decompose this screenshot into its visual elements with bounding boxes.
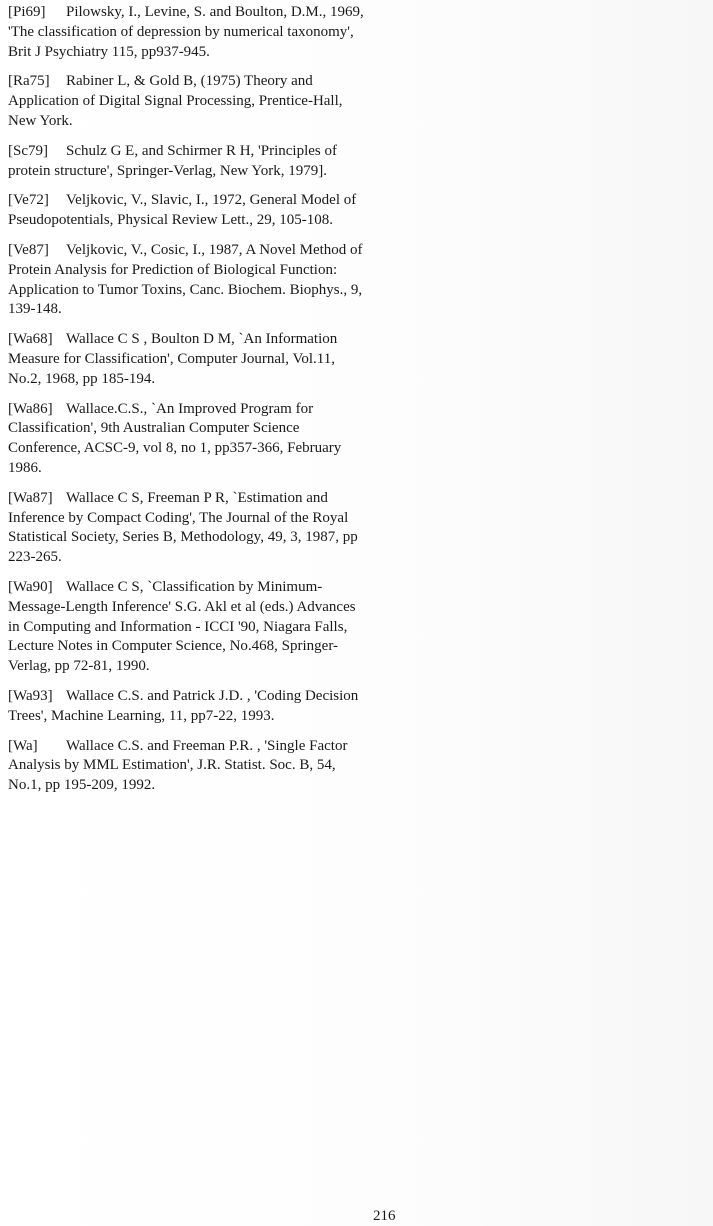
reference-key: [Ve87] bbox=[8, 241, 49, 258]
reference-text: Pilowsky, I., Levine, S. and Boulton, D.M., 1969, 'The classification of depression by numerical taxonomy', Brit J Psychiatry 115, pp937-945. bbox=[8, 4, 364, 60]
reference-text: Veljkovic, V., Slavic, I., 1972, General Model of Pseudopotentials, Physical Review Lett., 29, 105-108. bbox=[8, 192, 357, 229]
reference-entry bbox=[8, 72, 370, 131]
reference-text: Rabiner L, & Gold B, (1975) Theory and Application of Digital Signal Processing, Prentice-Hall, New York. bbox=[8, 73, 343, 129]
reference-key: [Sc79] bbox=[8, 142, 48, 159]
reference-key: [Wa86] bbox=[8, 400, 53, 417]
reference-entry bbox=[8, 142, 370, 182]
reference-text: Wallace.C.S., `An Improved Program for Classification', 9th Australian Computer Science Conference, ACSC-9, vol 8, no 1, pp357-366, February 1986. bbox=[8, 400, 342, 476]
reference-entry bbox=[8, 400, 370, 479]
reference-text: Wallace C S, `Classification by Minimum-Message-Length Inference' S.G. Akl et al (eds.) Advances in Computing and Information - ICCI '90, Niagara Falls, Lecture Notes in Computer Science, No.468, Springer-Verlag, pp 72-81, 1990. bbox=[8, 578, 356, 675]
reference-key: [Wa] bbox=[8, 737, 38, 754]
reference-text: Veljkovic, V., Cosic, I., 1987, A Novel Method of Protein Analysis for Prediction of Biological Function: Application to Tumor Toxins, Canc. Biochem. Biophys., 9, 139-148. bbox=[8, 241, 363, 318]
page-number: 216 bbox=[373, 1208, 396, 1224]
reference-entry bbox=[8, 241, 370, 320]
reference-key: [Pi69] bbox=[8, 4, 46, 20]
reference-list bbox=[8, 3, 370, 806]
reference-text: Wallace C.S. and Freeman P.R. , 'Single Factor Analysis by MML Estimation', J.R. Statist. Soc. B, 54, No.1, pp 195-209, 1992. bbox=[8, 737, 348, 794]
reference-entry bbox=[8, 687, 370, 727]
reference-text: Wallace C S , Boulton D M, `An Information Measure for Classification', Computer Journal, Vol.11, No.2, 1968, pp 185-194. bbox=[8, 331, 338, 387]
reference-entry bbox=[8, 737, 370, 796]
reference-text: Wallace C S, Freeman P R, `Estimation and Inference by Compact Coding', The Journal of the Royal Statistical Society, Series B, Methodology, 49, 3, 1987, pp 223-265. bbox=[8, 489, 358, 566]
reference-key: [Wa68] bbox=[8, 331, 53, 348]
reference-key: [Wa87] bbox=[8, 489, 53, 506]
reference-key: [Ra75] bbox=[8, 73, 50, 90]
reference-text: Wallace C.S. and Patrick J.D. , 'Coding Decision Trees', Machine Learning, 11, pp7-22, 1993. bbox=[8, 687, 359, 724]
reference-key: [Ve72] bbox=[8, 192, 49, 209]
reference-entry bbox=[8, 489, 370, 568]
reference-entry bbox=[8, 330, 370, 389]
reference-key: [Wa93] bbox=[8, 687, 53, 704]
reference-entry bbox=[8, 3, 370, 62]
reference-text: Schulz G E, and Schirmer R H, 'Principles of protein structure', Springer-Verlag, New York, 1979]. bbox=[8, 142, 337, 179]
reference-entry bbox=[8, 578, 370, 677]
reference-key: [Wa90] bbox=[8, 578, 53, 595]
reference-entry bbox=[8, 191, 370, 231]
